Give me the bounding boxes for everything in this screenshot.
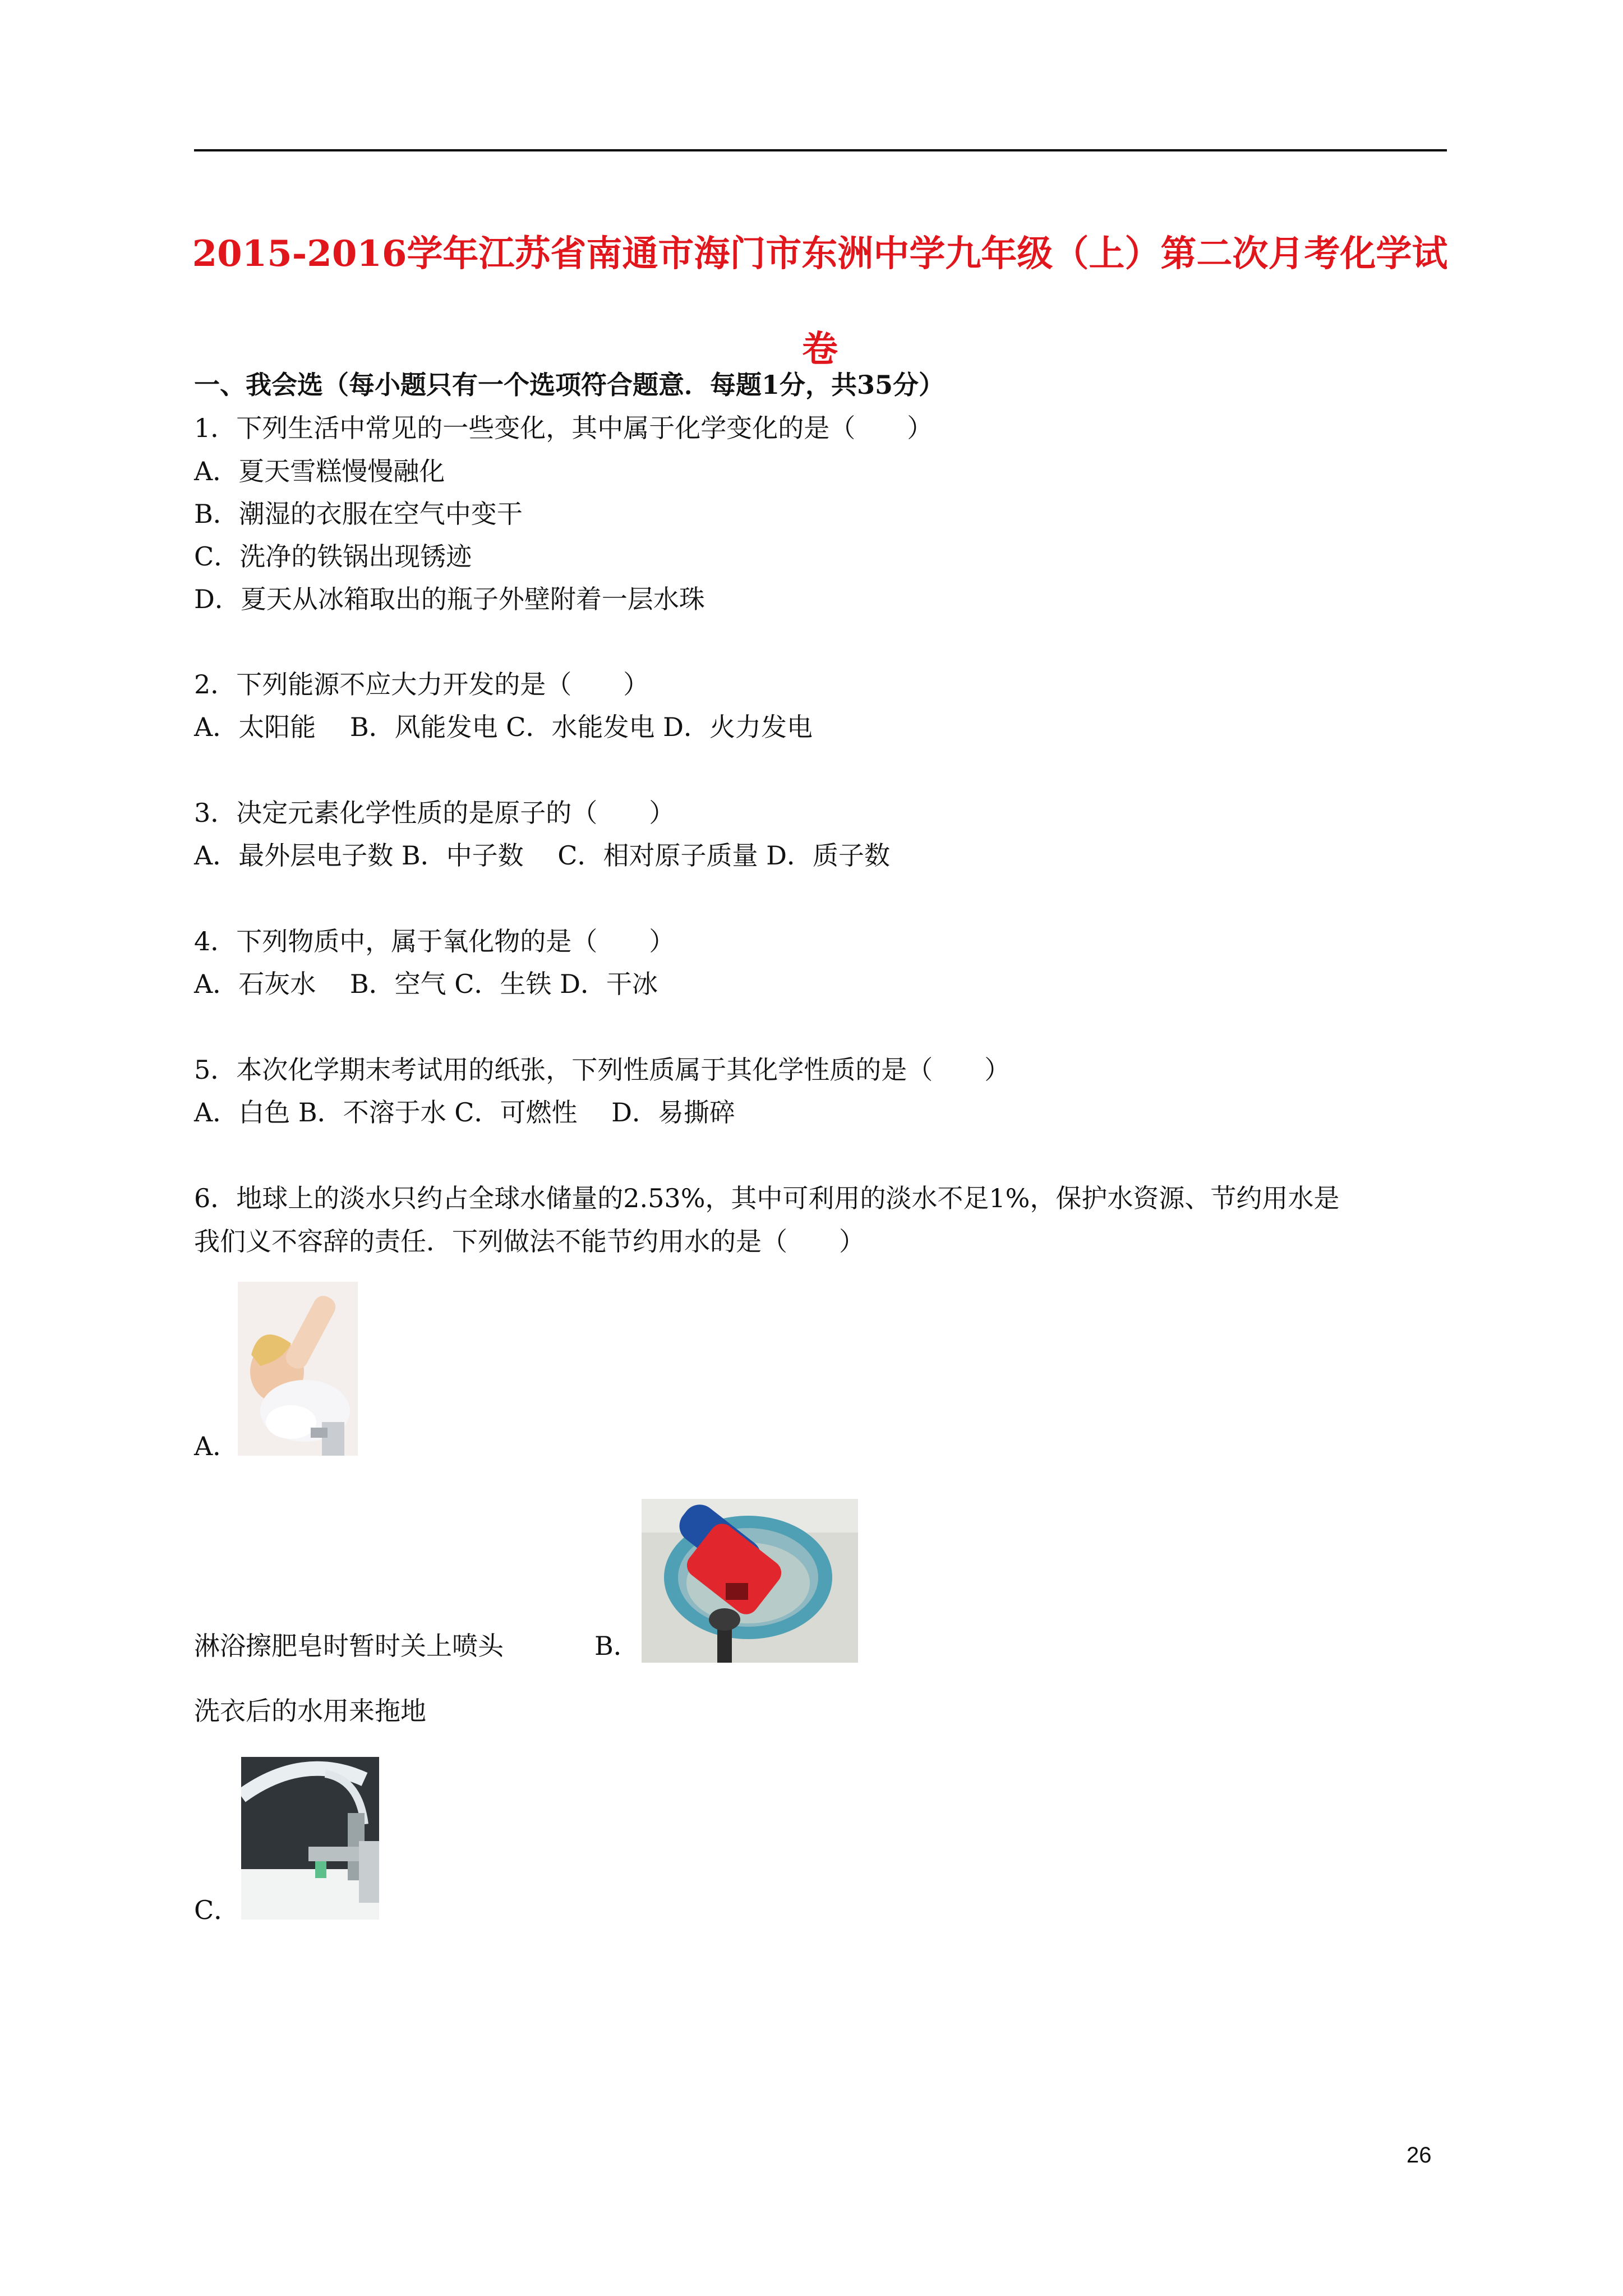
running-tap-photo: [241, 1757, 379, 1920]
q6-stem-line2: 我们义不容辞的责任．下列做法不能节约用水的是（ ）: [194, 1226, 865, 1257]
q2-stem: 2．下列能源不应大力开发的是（ ）: [194, 669, 649, 700]
q1-option-d: D．夏天从冰箱取出的瓶子外壁附着一层水珠: [194, 584, 705, 614]
q6-option-c-label: C．: [194, 1895, 240, 1925]
q4-options: A．石灰水 B．空气 C．生铁 D．干冰: [194, 969, 658, 999]
q4-stem: 4．下列物质中，属于氧化物的是（ ）: [194, 926, 675, 956]
q6-option-b-label: B．: [594, 1631, 639, 1661]
q1-stem: 1．下列生活中常见的一些变化，其中属于化学变化的是（ ）: [194, 413, 933, 443]
page-title: 2015-2016学年江苏省南通市海门市东洲中学九年级（上）第二次月考化学试卷: [192, 233, 1448, 370]
q1-option-b: B．潮湿的衣服在空气中变干: [194, 499, 523, 529]
q3-options: A．最外层电子数 B．中子数 C．相对原子质量 D．质子数: [194, 840, 890, 871]
q5-options: A．白色 B．不溶于水 C．可燃性 D．易撕碎: [194, 1097, 735, 1128]
q1-option-c: C．洗净的铁锅出现锈迹: [194, 541, 472, 572]
page-number: 26: [1407, 2143, 1432, 2168]
q6-option-b-caption: 洗衣后的水用来拖地: [194, 1696, 426, 1726]
section-heading: 一、我会选（每小题只有一个选项符合题意．每题1分，共35分）: [194, 370, 945, 400]
q5-stem: 5．本次化学期末考试用的纸张，下列性质属于其化学性质的是（ ）: [194, 1055, 1011, 1085]
header-rule: [194, 149, 1447, 151]
bucket-mop-photo: [642, 1499, 858, 1663]
shower-photo: [238, 1282, 358, 1456]
q6-stem-line1: 6．地球上的淡水只约占全球水储量的2.53%，其中可利用的淡水不足1%，保护水资源、节约用水是: [194, 1183, 1340, 1213]
q6-option-a-label: A．: [194, 1431, 239, 1461]
q3-stem: 3．决定元素化学性质的是原子的（ ）: [194, 798, 675, 828]
q6-option-a-caption: 淋浴擦肥皂时暂时关上喷头: [194, 1631, 504, 1661]
q1-option-a: A．夏天雪糕慢慢融化: [194, 456, 445, 486]
q2-options: A．太阳能 B．风能发电 C．水能发电 D．火力发电: [194, 712, 813, 742]
